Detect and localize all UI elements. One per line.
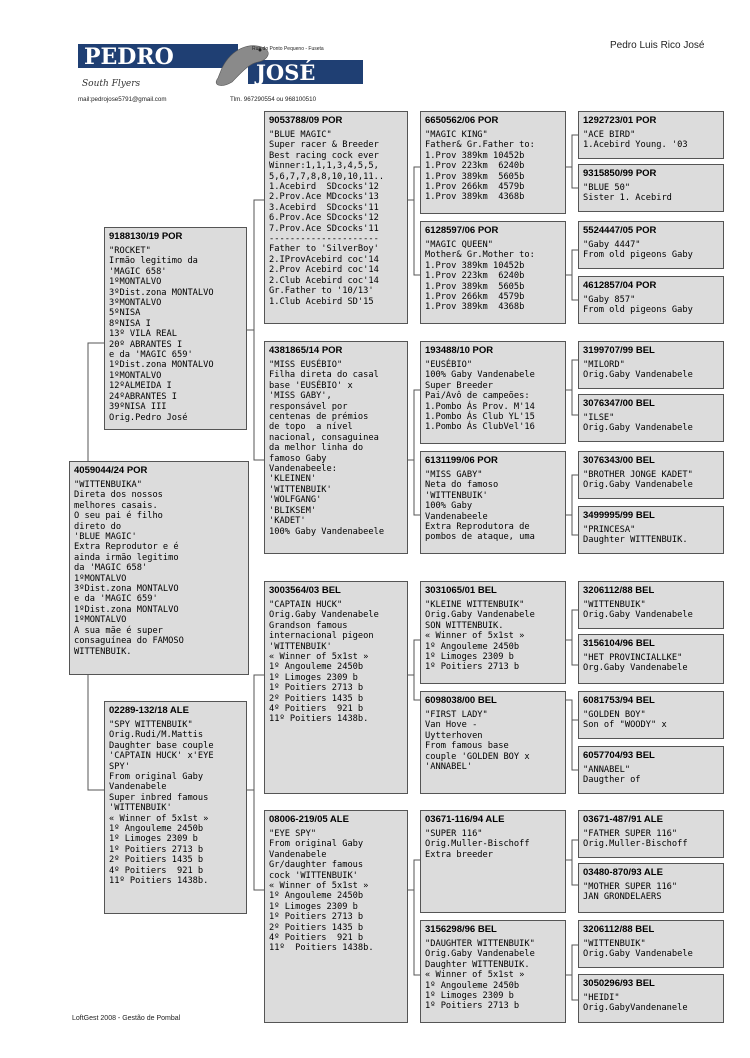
note-line: 1º Angouleme 2450b (425, 641, 520, 652)
pigeon-card-gen4 (420, 691, 566, 794)
pigeon-ring: 6098038/00 BEL (425, 695, 497, 706)
note-line: "ILSE" (583, 413, 615, 423)
pigeon-notes (583, 360, 719, 381)
note-line: 4º Poitiers 921 b (269, 933, 364, 944)
note-line: 2.Club Acebird coc'14 (269, 275, 379, 286)
pigeon-ring: 4059044/24 POR (74, 465, 148, 476)
pigeon-notes (425, 470, 561, 543)
note-line: 1º Limoges 2309 b (425, 991, 514, 1002)
note-line: Super racer & Breeder (269, 140, 379, 151)
note-line: 20º ABRANTES I (109, 339, 183, 350)
pigeon-notes (583, 765, 719, 786)
pigeon-card-gen5 (578, 451, 724, 499)
note-line: 'WOLFGANG' (269, 495, 322, 506)
pigeon-notes (583, 470, 719, 491)
note-line: Extra Reprodutora de (425, 522, 530, 533)
pigeon-ring: 4612857/04 POR (583, 280, 657, 291)
note-line: Orig.Gaby Vandenabele (583, 949, 693, 960)
pigeon-notes (425, 360, 561, 433)
note-line: e da 'MAGIC 659' (109, 350, 193, 361)
note-line: 'KADET' (269, 516, 306, 527)
note-line: 1.Prov 266km 4579b (425, 292, 525, 303)
pigeon-ring: 6128597/06 POR (425, 225, 499, 236)
note-line: Father to 'SilverBoy' (269, 244, 379, 255)
note-line: 1.Club Acebird SD'15 (269, 296, 374, 307)
note-line: Extra breeder (425, 849, 493, 860)
note-line: Orig.Gaby Vandenabele (425, 949, 535, 960)
note-line: 39ºNISA III (109, 402, 167, 413)
pigeon-card-gen5 (578, 634, 724, 684)
note-line: "BROTHER JONGE KADET" (583, 470, 693, 480)
pigeon-notes (425, 130, 561, 203)
pigeon-notes (269, 829, 403, 954)
pigeon-card-gen5 (578, 974, 724, 1023)
note-line: WITTENBUIK. (74, 646, 132, 657)
pigeon-notes (425, 829, 561, 860)
note-line: "SPY WITTENBUIK" (109, 720, 193, 730)
note-line: SON WITTENBUIK. (425, 620, 504, 631)
pigeon-card-gen4 (420, 920, 566, 1023)
note-line: 4º Poitiers 921 b (109, 865, 204, 876)
note-line: 100% Gaby Vandenabele (425, 370, 535, 381)
note-line: 1º Angouleme 2450b (109, 824, 204, 835)
note-line: 'WITTENBUIK' (269, 484, 332, 495)
pigeon-notes (583, 183, 719, 204)
pigeon-notes (583, 829, 719, 850)
pigeon-notes (583, 295, 719, 316)
pigeon-ring: 9053788/09 POR (269, 115, 343, 126)
logo-email: mail:pedrojose5791@gmail.com (78, 96, 167, 103)
pigeon-ring: 3003564/03 BEL (269, 585, 341, 596)
note-line: Uytterhoven (425, 730, 483, 741)
logo-brand: South Flyers (82, 79, 141, 89)
pigeon-card-dam-sire (264, 581, 408, 794)
note-line: nacional, consaguinea (269, 432, 379, 443)
note-line: « Winner of 5x1st » (269, 881, 369, 892)
note-line: From old pigeons Gaby (583, 250, 693, 261)
note-line: 13º VILA REAL (109, 329, 177, 340)
note-line: "FIRST LADY" (425, 710, 488, 720)
note-line: "WITTENBUIK" (583, 600, 646, 610)
note-line: 1.Prov 389km 4368b (425, 302, 525, 313)
pigeon-ring: 9315850/99 POR (583, 168, 657, 179)
pigeon-card-gen5 (578, 276, 724, 324)
pigeon-card-gen4 (420, 810, 566, 913)
note-line: 'ANNABEL' (425, 762, 473, 773)
note-line: 1.Acebird Young. '03 (583, 140, 688, 151)
note-line: From original Gaby (269, 839, 364, 850)
note-line: 3ºDist.zona MONTALVO (109, 287, 214, 298)
pigeon-card-dam-dam (264, 810, 408, 1023)
note-line: 1.Acebird SDcocks'12 (269, 182, 379, 193)
note-line: Orig.Muller-Bischoff (583, 839, 688, 850)
pigeon-card-gen5 (578, 691, 724, 739)
note-line: 5ºNISA (109, 308, 141, 319)
pigeon-notes (583, 130, 719, 151)
note-line: "MISS EUSÉBIO" (269, 360, 343, 370)
note-line: Mother& Gr.Mother to: (425, 250, 535, 261)
note-line: 11º Poitiers 1438b. (269, 714, 369, 725)
note-line: 1.Pombo Ás Club YL'15 (425, 412, 535, 423)
pigeon-notes (583, 993, 719, 1014)
pigeon-ring: 3206112/88 BEL (583, 924, 655, 935)
note-line: 1ºMONTALVO (74, 573, 127, 584)
pigeon-ring: 3031065/01 BEL (425, 585, 497, 596)
note-line: Super Breeder (425, 380, 493, 391)
logo-name-left: PEDRO (84, 44, 174, 70)
note-line: 100% Gaby Vandenabeele (269, 526, 385, 537)
pigeon-ring: 3199707/99 BEL (583, 345, 655, 356)
note-line: famoso Gaby (269, 453, 327, 464)
pigeon-ring: 1292723/01 POR (583, 115, 657, 126)
pigeon-notes (109, 720, 242, 887)
note-line: Sister 1. Acebird (583, 193, 672, 204)
logo-name-right: JOSÉ (256, 60, 316, 85)
pigeon-card-gen5 (578, 341, 724, 389)
pigeon-ring: 3499995/99 BEL (583, 510, 655, 521)
note-line: 1.Prov 389km 5605b (425, 281, 525, 292)
note-line: Irmão legitimo da (109, 256, 198, 267)
pigeon-card-gen4 (420, 451, 566, 554)
note-line: Daughter WITTENBUIK. (583, 535, 688, 546)
note-line: 100% Gaby (425, 501, 473, 512)
note-line: 1º Limoges 2309 b (109, 834, 198, 845)
note-line: 1ºMONTALVO (109, 370, 162, 381)
note-line: de topo a nível (269, 422, 353, 433)
pigeon-card-gen5 (578, 746, 724, 794)
pigeon-notes (425, 710, 561, 772)
note-line: Gr.Father to '10/13' (269, 286, 374, 297)
pigeon-notes (583, 240, 719, 261)
note-line: "HEIDI" (583, 993, 620, 1003)
note-line: 3.Acebird SDcocks'11 (269, 202, 379, 213)
pigeon-notes (269, 360, 403, 537)
note-line: JAN GRONDELAERS (583, 892, 662, 903)
pigeon-notes (583, 939, 719, 960)
note-line: 'CAPTAIN HUCK' x'EYE (109, 751, 214, 762)
note-line: "MILORD" (583, 360, 625, 370)
note-line: 2º Poitiers 1435 b (269, 693, 364, 704)
note-line: From old pigeons Gaby (583, 305, 693, 316)
note-line: Van Hove - (425, 720, 478, 731)
pigeon-ring: 3156298/96 BEL (425, 924, 497, 935)
note-line: "EYE SPY" (269, 829, 317, 839)
note-line: 3ºMONTALVO (109, 298, 162, 309)
pigeon-card-gen4 (420, 341, 566, 444)
note-line: responsável por (269, 401, 348, 412)
note-line: "ROCKET" (109, 246, 151, 256)
note-line: 1º Poitiers 2713 b (425, 662, 520, 673)
note-line: direto do (74, 521, 122, 532)
note-line: Vandenabeele: (269, 464, 337, 475)
pigeon-card-gen5 (578, 581, 724, 629)
note-line: A sua mãe é super (74, 625, 163, 636)
pigeon-card-gen5 (578, 111, 724, 159)
pigeon-card-sire (104, 227, 247, 430)
note-line: "WITTENBUIK" (583, 939, 646, 949)
note-line: 24ºABRANTES I (109, 391, 177, 402)
pigeon-ring: 4381865/14 POR (269, 345, 343, 356)
note-line: 1ºDist.zona MONTALVO (74, 604, 179, 615)
note-line: « Winner of 5x1st » (425, 631, 525, 642)
note-line: Vandenabele (109, 782, 167, 793)
note-line: "KLEINE WITTENBUIK" (425, 600, 525, 610)
note-line: 7.Prov.Ace SDcocks'11 (269, 223, 379, 234)
note-line: 1ºMONTALVO (109, 277, 162, 288)
note-line: 11º Poitiers 1438b. (269, 943, 374, 954)
pigeon-card-gen4 (420, 221, 566, 324)
note-line: 1º Limoges 2309 b (269, 672, 358, 683)
note-line: Orig.Gaby Vandenabele (583, 610, 693, 621)
pigeon-card-dam (104, 701, 247, 914)
note-line: Orig.Gaby Vandenabele (583, 370, 693, 381)
pigeon-card-gen5 (578, 394, 724, 442)
pigeon-notes (583, 882, 719, 903)
note-line: 2º Poitiers 1435 b (109, 855, 204, 866)
pigeon-ring: 03671-116/94 ALE (425, 814, 505, 825)
pigeon-notes (583, 653, 719, 674)
note-line: Extra Reprodutor e é (74, 542, 179, 553)
note-line: 1º Limoges 2309 b (425, 652, 514, 663)
pigeon-card-subject (69, 461, 249, 675)
note-line: 1.Prov 389km 10452b (425, 260, 525, 271)
note-line: SPY' (109, 761, 130, 772)
note-line: O seu pai é filho (74, 511, 163, 522)
note-line: 11º Poitiers 1438b. (109, 876, 209, 887)
note-line: Vandenabele (269, 849, 327, 860)
pigeon-ring: 5524447/05 POR (583, 225, 657, 236)
pigeon-ring: 6650562/06 POR (425, 115, 499, 126)
note-line: base 'EUSÉBIO' x (269, 380, 353, 391)
note-line: 4º Poitiers 921 b (269, 704, 364, 715)
note-line: 3ºDist.zona MONTALVO (74, 584, 179, 595)
note-line: Super inbred famous (109, 792, 209, 803)
note-line: « Winner of 5x1st » (109, 813, 209, 824)
note-line: "FATHER SUPER 116" (583, 829, 678, 839)
pigeon-notes (269, 600, 403, 725)
note-line: 1º Poitiers 2713 b (109, 844, 204, 855)
note-line: "SUPER 116" (425, 829, 483, 839)
note-line: "Gaby 4447" (583, 240, 641, 250)
note-line: ainda irmão legitimo (74, 552, 179, 563)
note-line: 1º Poitiers 2713 b (425, 1001, 520, 1012)
note-line: Direta dos nossos (74, 490, 163, 501)
owner-name: Pedro Luis Rico José (610, 40, 705, 51)
note-line: e da 'MAGIC 659' (74, 594, 158, 605)
pigeon-card-gen4 (420, 581, 566, 684)
note-line: 'MISS GABY', (269, 391, 332, 402)
note-line: Father& Gr.Father to: (425, 140, 535, 151)
note-line: 2.Prov Acebird coc'14 (269, 265, 379, 276)
pigeon-card-sire-dam (264, 341, 408, 554)
note-line: "BLUE 50" (583, 183, 631, 193)
note-line: Orig.Muller-Bischoff (425, 839, 530, 850)
note-line: Org.Gaby Vandenabele (583, 663, 688, 674)
note-line: "MAGIC QUEEN" (425, 240, 493, 250)
pigeon-card-gen5 (578, 506, 724, 554)
note-line: 1.Prov 389km 5605b (425, 171, 525, 182)
note-line: "ANNABEL" (583, 765, 631, 775)
note-line: 'BLUE MAGIC' (74, 532, 137, 543)
note-line: 1.Prov 389km 4368b (425, 192, 525, 203)
note-line: --------------------- (269, 234, 379, 245)
note-line: "HET PROVINCIALLKE" (583, 653, 683, 663)
note-line: cock 'WITTENBUIK' (269, 870, 358, 881)
note-line: 'WITTENBUIK' (269, 641, 332, 652)
note-line: Best racing cock ever (269, 150, 379, 161)
note-line: Gr/daughter famous (269, 860, 364, 871)
note-line: Daughter base couple (109, 740, 214, 751)
note-line: 1.Prov 389km 10452b (425, 150, 525, 161)
note-line: 1.Pombo Ás ClubVel'16 (425, 422, 535, 433)
note-line: From famous base (425, 741, 509, 752)
note-line: 5,6,7,7,8,8,10,10,11.. (269, 171, 385, 182)
note-line: "PRINCESA" (583, 525, 636, 535)
note-line: 8ºNISA I (109, 318, 151, 329)
pigeon-ring: 03671-487/91 ALE (583, 814, 663, 825)
note-line: "MOTHER SUPER 116" (583, 882, 678, 892)
note-line: Orig.Gaby Vandenabele (425, 610, 535, 621)
note-line: melhores casais. (74, 500, 158, 511)
note-line: 'WITTENBUIK' (109, 803, 172, 814)
note-line: 'WITTENBUIK' (425, 490, 488, 501)
note-line: Orig.Gaby Vandenabele (269, 610, 379, 621)
note-line: « Winner of 5x1st » (269, 652, 369, 663)
note-line: "DAUGHTER WITTENBUIK" (425, 939, 535, 949)
pigeon-ring: 9188130/19 POR (109, 231, 183, 242)
note-line: "Gaby 857" (583, 295, 636, 305)
note-line: Pai/Avô de campeões: (425, 391, 530, 402)
pigeon-ring: 6057704/93 BEL (583, 750, 655, 761)
note-line: da melhor linha do (269, 443, 364, 454)
pigeon-notes (269, 130, 403, 307)
note-line: 1º Poitiers 2713 b (269, 683, 364, 694)
pigeon-ring: 3156104/96 BEL (583, 638, 655, 649)
pigeon-card-gen5 (578, 810, 724, 858)
note-line: couple 'GOLDEN BOY x (425, 751, 530, 762)
note-line: From original Gaby (109, 772, 204, 783)
note-line: 1º Angouleme 2450b (269, 662, 364, 673)
note-line: Orig.Gaby Vandenabele (583, 480, 693, 491)
pigeon-card-gen5 (578, 221, 724, 269)
note-line: Winner:1,1,1,3,4,5,5, (269, 161, 379, 172)
note-line: 2º Poitiers 1435 b (269, 922, 364, 933)
note-line: "BLUE MAGIC" (269, 130, 332, 140)
pigeon-ring: 3206112/88 BEL (583, 585, 655, 596)
note-line: 2.IProvAcebird coc'14 (269, 254, 379, 265)
pigeon-card-gen5 (578, 164, 724, 212)
note-line: internacional pigeon (269, 631, 374, 642)
note-line: 'KLEINEN' (269, 474, 317, 485)
note-line: Orig.Pedro José (109, 412, 188, 423)
note-line: 1º Angouleme 2450b (425, 980, 520, 991)
note-line: « Winner of 5x1st » (425, 970, 525, 981)
pigeon-ring: 3050296/93 BEL (583, 978, 655, 989)
note-line: Daugther of (583, 775, 641, 786)
logo-phone: Tlm. 967290554 ou 968100510 (230, 96, 317, 103)
pigeon-ring: 193488/10 POR (425, 345, 494, 356)
note-line: 1ºDist.zona MONTALVO (109, 360, 214, 371)
note-line: "MISS GABY" (425, 470, 483, 480)
note-line: 12ºALMEIDA I (109, 381, 172, 392)
pigeon-card-gen4 (420, 111, 566, 214)
note-line: 'MAGIC 658' (109, 266, 167, 277)
pigeon-notes (74, 480, 244, 657)
pigeon-ring: 03480-870/93 ALE (583, 867, 663, 878)
note-line: "WITTENBUIKA" (74, 480, 142, 490)
pigeon-notes (583, 710, 719, 731)
pigeon-ring: 6081753/94 BEL (583, 695, 655, 706)
pigeon-ring: 02289-132/18 ALE (109, 705, 189, 716)
pigeon-notes (109, 246, 242, 423)
note-line: Grandson famous (269, 620, 348, 631)
logo-address: Rua do Ponto Pequeno - Fuseta (252, 46, 324, 52)
note-line: Neta do famoso (425, 480, 499, 491)
pigeon-ring: 3076347/00 BEL (583, 398, 655, 409)
note-line: 1ºMONTALVO (74, 615, 127, 626)
pigeon-notes (425, 939, 561, 1012)
note-line: "ACE BIRD" (583, 130, 636, 140)
note-line: 1º Angouleme 2450b (269, 891, 364, 902)
note-line: 1º Poitiers 2713 b (269, 912, 364, 923)
note-line: Son of "WOODY" x (583, 720, 667, 731)
note-line: "CAPTAIN HUCK" (269, 600, 343, 610)
note-line: "GOLDEN BOY" (583, 710, 646, 720)
note-line: 'BLIKSEM' (269, 505, 317, 516)
pigeon-ring: 3076343/00 BEL (583, 455, 655, 466)
note-line: 2.Prov.Ace MDcocks'13 (269, 192, 379, 203)
pigeon-notes (583, 413, 719, 434)
note-line: Orig.GabyVandenanele (583, 1003, 688, 1014)
footer-credit: LoftGest 2008 - Gestão de Pombal (72, 1015, 181, 1022)
note-line: pombos de ataque, uma (425, 532, 535, 543)
note-line: Daughter WITTENBUIK. (425, 959, 530, 970)
note-line: Orig.Gaby Vandenabele (583, 423, 693, 434)
note-line: centenas de prémios (269, 412, 369, 423)
pigeon-ring: 08006-219/05 ALE (269, 814, 349, 825)
note-line: 1.Prov 223km 6240b (425, 271, 525, 282)
note-line: Vandenabeele (425, 511, 488, 522)
note-line: 1º Limoges 2309 b (269, 901, 358, 912)
pigeon-ring: 6131199/06 POR (425, 455, 498, 466)
note-line: "MAGIC KING" (425, 130, 488, 140)
note-line: consaguínea do FAMOSO (74, 636, 184, 647)
note-line: 1.Prov 223km 6240b (425, 161, 525, 172)
note-line: Filha direta do casal (269, 370, 379, 381)
pigeon-notes (583, 525, 719, 546)
note-line: 1.Prov 266km 4579b (425, 182, 525, 193)
pigeon-card-gen5 (578, 863, 724, 913)
note-line: 1.Pombo Ás Prov. M'14 (425, 401, 535, 412)
pigeon-card-gen5 (578, 920, 724, 968)
pigeon-notes (583, 600, 719, 621)
note-line: da 'MAGIC 658' (74, 563, 148, 574)
note-line: Orig.Rudi/M.Mattis (109, 730, 204, 741)
pigeon-notes (425, 240, 561, 313)
note-line: 6.Prov.Ace SDcocks'12 (269, 213, 379, 224)
pigeon-card-sire-sire (264, 111, 408, 324)
pigeon-notes (425, 600, 561, 673)
note-line: "EUSÉBIO" (425, 360, 473, 370)
